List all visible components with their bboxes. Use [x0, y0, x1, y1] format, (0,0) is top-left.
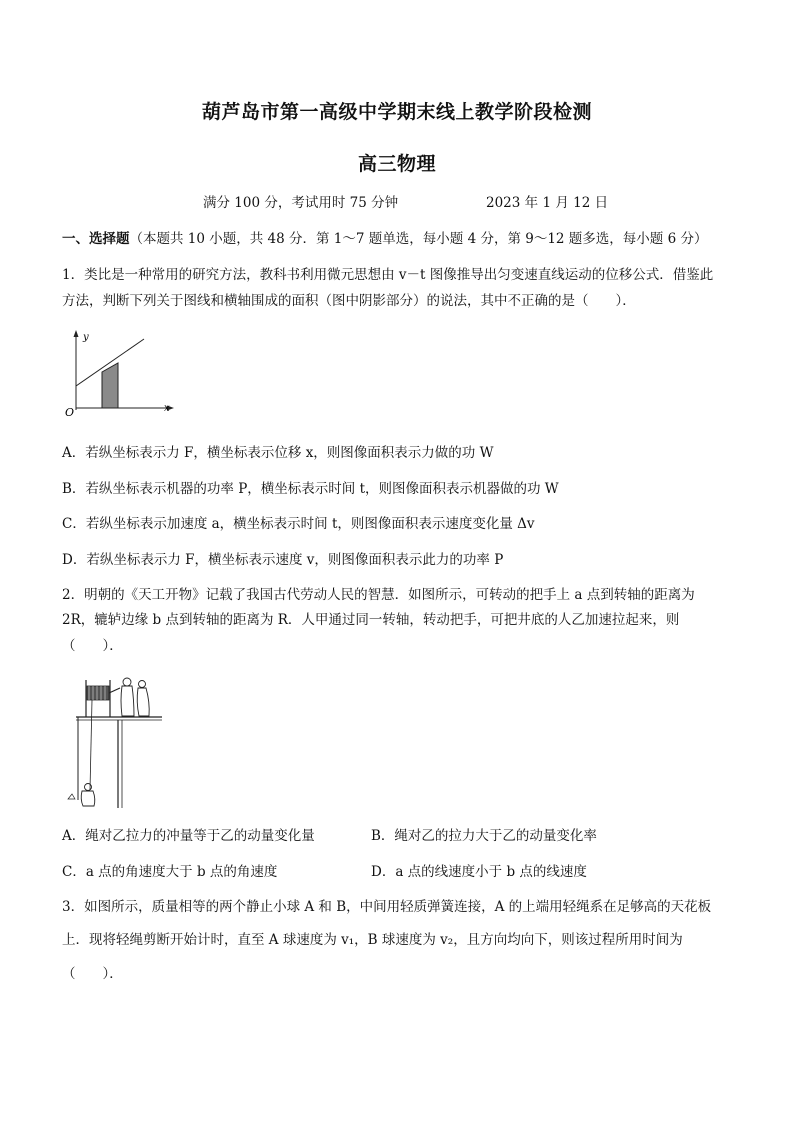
q2-line-1: 2．明朝的《天工开物》记载了我国古代劳动人民的智慧．如图所示，可转动的把手上 a 点到转轴的距离为	[62, 587, 695, 603]
q1-option-d: D．若纵坐标表示力 F，横坐标表示速度 v，则图像面积表示此力的功率 P	[62, 552, 504, 568]
q2-line-2: 2R，辘轳边缘 b 点到转轴的距离为 R．人甲通过同一转轴，转动把手，可把井底的人乙加速拉起来，则	[62, 612, 680, 628]
windlass-handle	[109, 688, 120, 693]
q3-line-2: 上．现将轻绳剪断开始计时，直至 A 球速度为 v₁，B 球速度为 v₂，且方向均向下，则该过程所用时间为	[62, 932, 683, 948]
rope	[90, 700, 92, 790]
q1-area-graph	[60, 328, 190, 418]
y-axis-label: y	[83, 332, 89, 343]
q3-line-1: 3．如图所示，质量相等的两个静止小球 A 和 B，中间用轻质弹簧连接，A 的上端用轻绳系在足够高的天花板	[62, 899, 712, 915]
q1-line-1: 1．类比是一种常用的研究方法，教科书利用微元思想由 v－t 图像推导出匀变速直线运动的位移公式．借鉴此	[62, 267, 714, 283]
exam-title: 葫芦岛市第一高级中学期末线上教学阶段检测	[201, 101, 592, 123]
q2-option-c: C．a 点的角速度大于 b 点的角速度	[62, 864, 278, 880]
person-yi-body	[81, 791, 95, 806]
q2-option-b: B．绳对乙的拉力大于乙的动量变化率	[371, 828, 597, 844]
section-heading: 一、选择题	[62, 231, 130, 247]
q1-option-b: B．若纵坐标表示机器的功率 P，横坐标表示时间 t，则图像面积表示机器做的功 W	[62, 481, 559, 497]
well-windlass-illustration	[62, 672, 166, 812]
score-time-text: 满分 100 分，考试用时 75 分钟	[203, 195, 399, 211]
windlass-drum	[87, 686, 109, 700]
person-jia-body	[121, 686, 134, 716]
q1-option-c: C．若纵坐标表示加速度 a，横坐标表示时间 t，则图像面积表示速度变化量 Δv	[62, 516, 535, 532]
q2-line-3: （ ）．	[62, 638, 123, 654]
y-axis-arrow	[74, 330, 79, 337]
q1-option-a: A．若纵坐标表示力 F，横坐标表示位移 x，则图像面积表示力做的功 W	[62, 445, 494, 461]
exam-date: 2023 年 1 月 12 日	[486, 195, 609, 211]
x-axis-label: x	[164, 403, 170, 414]
person-jia-head	[123, 678, 131, 686]
shaded-area	[102, 363, 118, 408]
q1-line-2: 方法，判断下列关于图线和横轴围成的面积（图中阴影部分）的说法，其中不正确的是（ ）．	[62, 293, 636, 309]
q2-option-d: D．a 点的线速度小于 b 点的线速度	[371, 864, 587, 880]
subject-title: 高三物理	[357, 153, 436, 175]
q2-option-a: A．绳对乙拉力的冲量等于乙的动量变化量	[62, 828, 315, 844]
q3-line-3: （ ）．	[62, 966, 123, 982]
origin-label: O	[65, 406, 75, 418]
section-note: （本题共 10 小题，共 48 分．第 1～7 题单选，每小题 4 分，第 9～12 题多选，每小题 6 分）	[129, 231, 708, 247]
section-heading-row	[62, 229, 707, 249]
